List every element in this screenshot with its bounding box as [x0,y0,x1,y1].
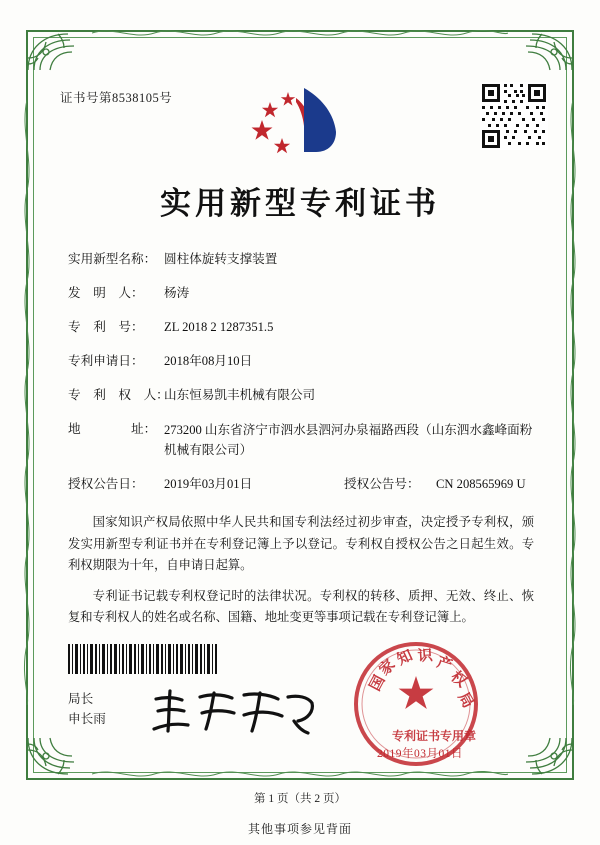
field-value-grant-date: 2019年03月01日 [164,476,253,491]
field-list [68,250,538,509]
field-row-patent-number [68,318,538,338]
svg-text:权: 权 [447,668,470,691]
svg-text:国: 国 [367,673,389,694]
field-label: 专 利 权 人： [68,388,169,403]
qr-code [480,82,548,150]
svg-text:识: 识 [417,647,434,665]
field-row-utility-model-name [68,250,538,270]
field-row-inventor [68,284,538,304]
director-title: 局长 [68,692,94,706]
director-label [68,690,106,729]
field-value: ZL 2018 2 1287351.5 [164,320,274,335]
field-value: 273200 山东省济宁市泗水县泗河办泉福路西段（山东泗水鑫峰面粉机械有限公司） [164,423,533,458]
page-number: 第 1 页（共 2 页） [254,793,346,805]
svg-text:知: 知 [394,647,416,669]
field-label: 专 利 号： [68,320,144,335]
paragraph-1: 国家知识产权局依照中华人民共和国专利法经过初步审查，决定授予专利权，颁发实用新型专利证书并在专利登记簿上予以登记。专利权自授权公告之日起生效。专利权期限为十年，自申请日起算。 [68,515,534,573]
cnipa-logo-icon [248,80,352,162]
field-row-address [68,420,538,460]
field-label: 地 址： [68,422,157,437]
page-title: 实用新型专利证书 [160,186,440,221]
barcode [68,644,218,674]
handwritten-signature [148,685,318,739]
field-row-application-date [68,352,538,372]
body-paragraphs [68,512,534,638]
certificate-number: 证书号第8538105号 [60,91,173,105]
svg-text:局: 局 [454,690,476,712]
svg-text:产: 产 [434,654,454,675]
director-name: 申长雨 [68,711,106,726]
field-label: 发 明 人： [68,286,144,301]
svg-text:专利证书专用章: 专利证书专用章 [392,729,477,743]
seal-date: 2019年03月01日 [377,748,463,760]
field-value: 圆柱体旋转支撑装置 [164,252,278,266]
field-row-grant-announcement [68,475,538,495]
footer-note: 其他事项参见背面 [247,822,352,836]
field-label-grant-date: 授权公告日： [68,476,144,491]
field-value: 2018年08月10日 [164,354,253,369]
field-row-patentee [68,386,538,406]
field-label: 实用新型名称： [68,252,157,266]
field-value: 杨涛 [164,286,190,301]
svg-text:家: 家 [376,656,399,679]
field-value-grant-number: CN 208565969 U [436,476,526,491]
field-value: 山东恒易凯丰机械有限公司 [164,388,316,403]
field-label: 专利申请日： [68,354,144,369]
paragraph-2: 专利证书记载专利权登记时的法律状况。专利权的转移、质押、无效、终止、恢复和专利权人的姓名或名称、国籍、地址变更等事项记载在专利登记簿上。 [68,588,534,625]
field-label-grant-number: 授权公告号： [344,476,420,491]
